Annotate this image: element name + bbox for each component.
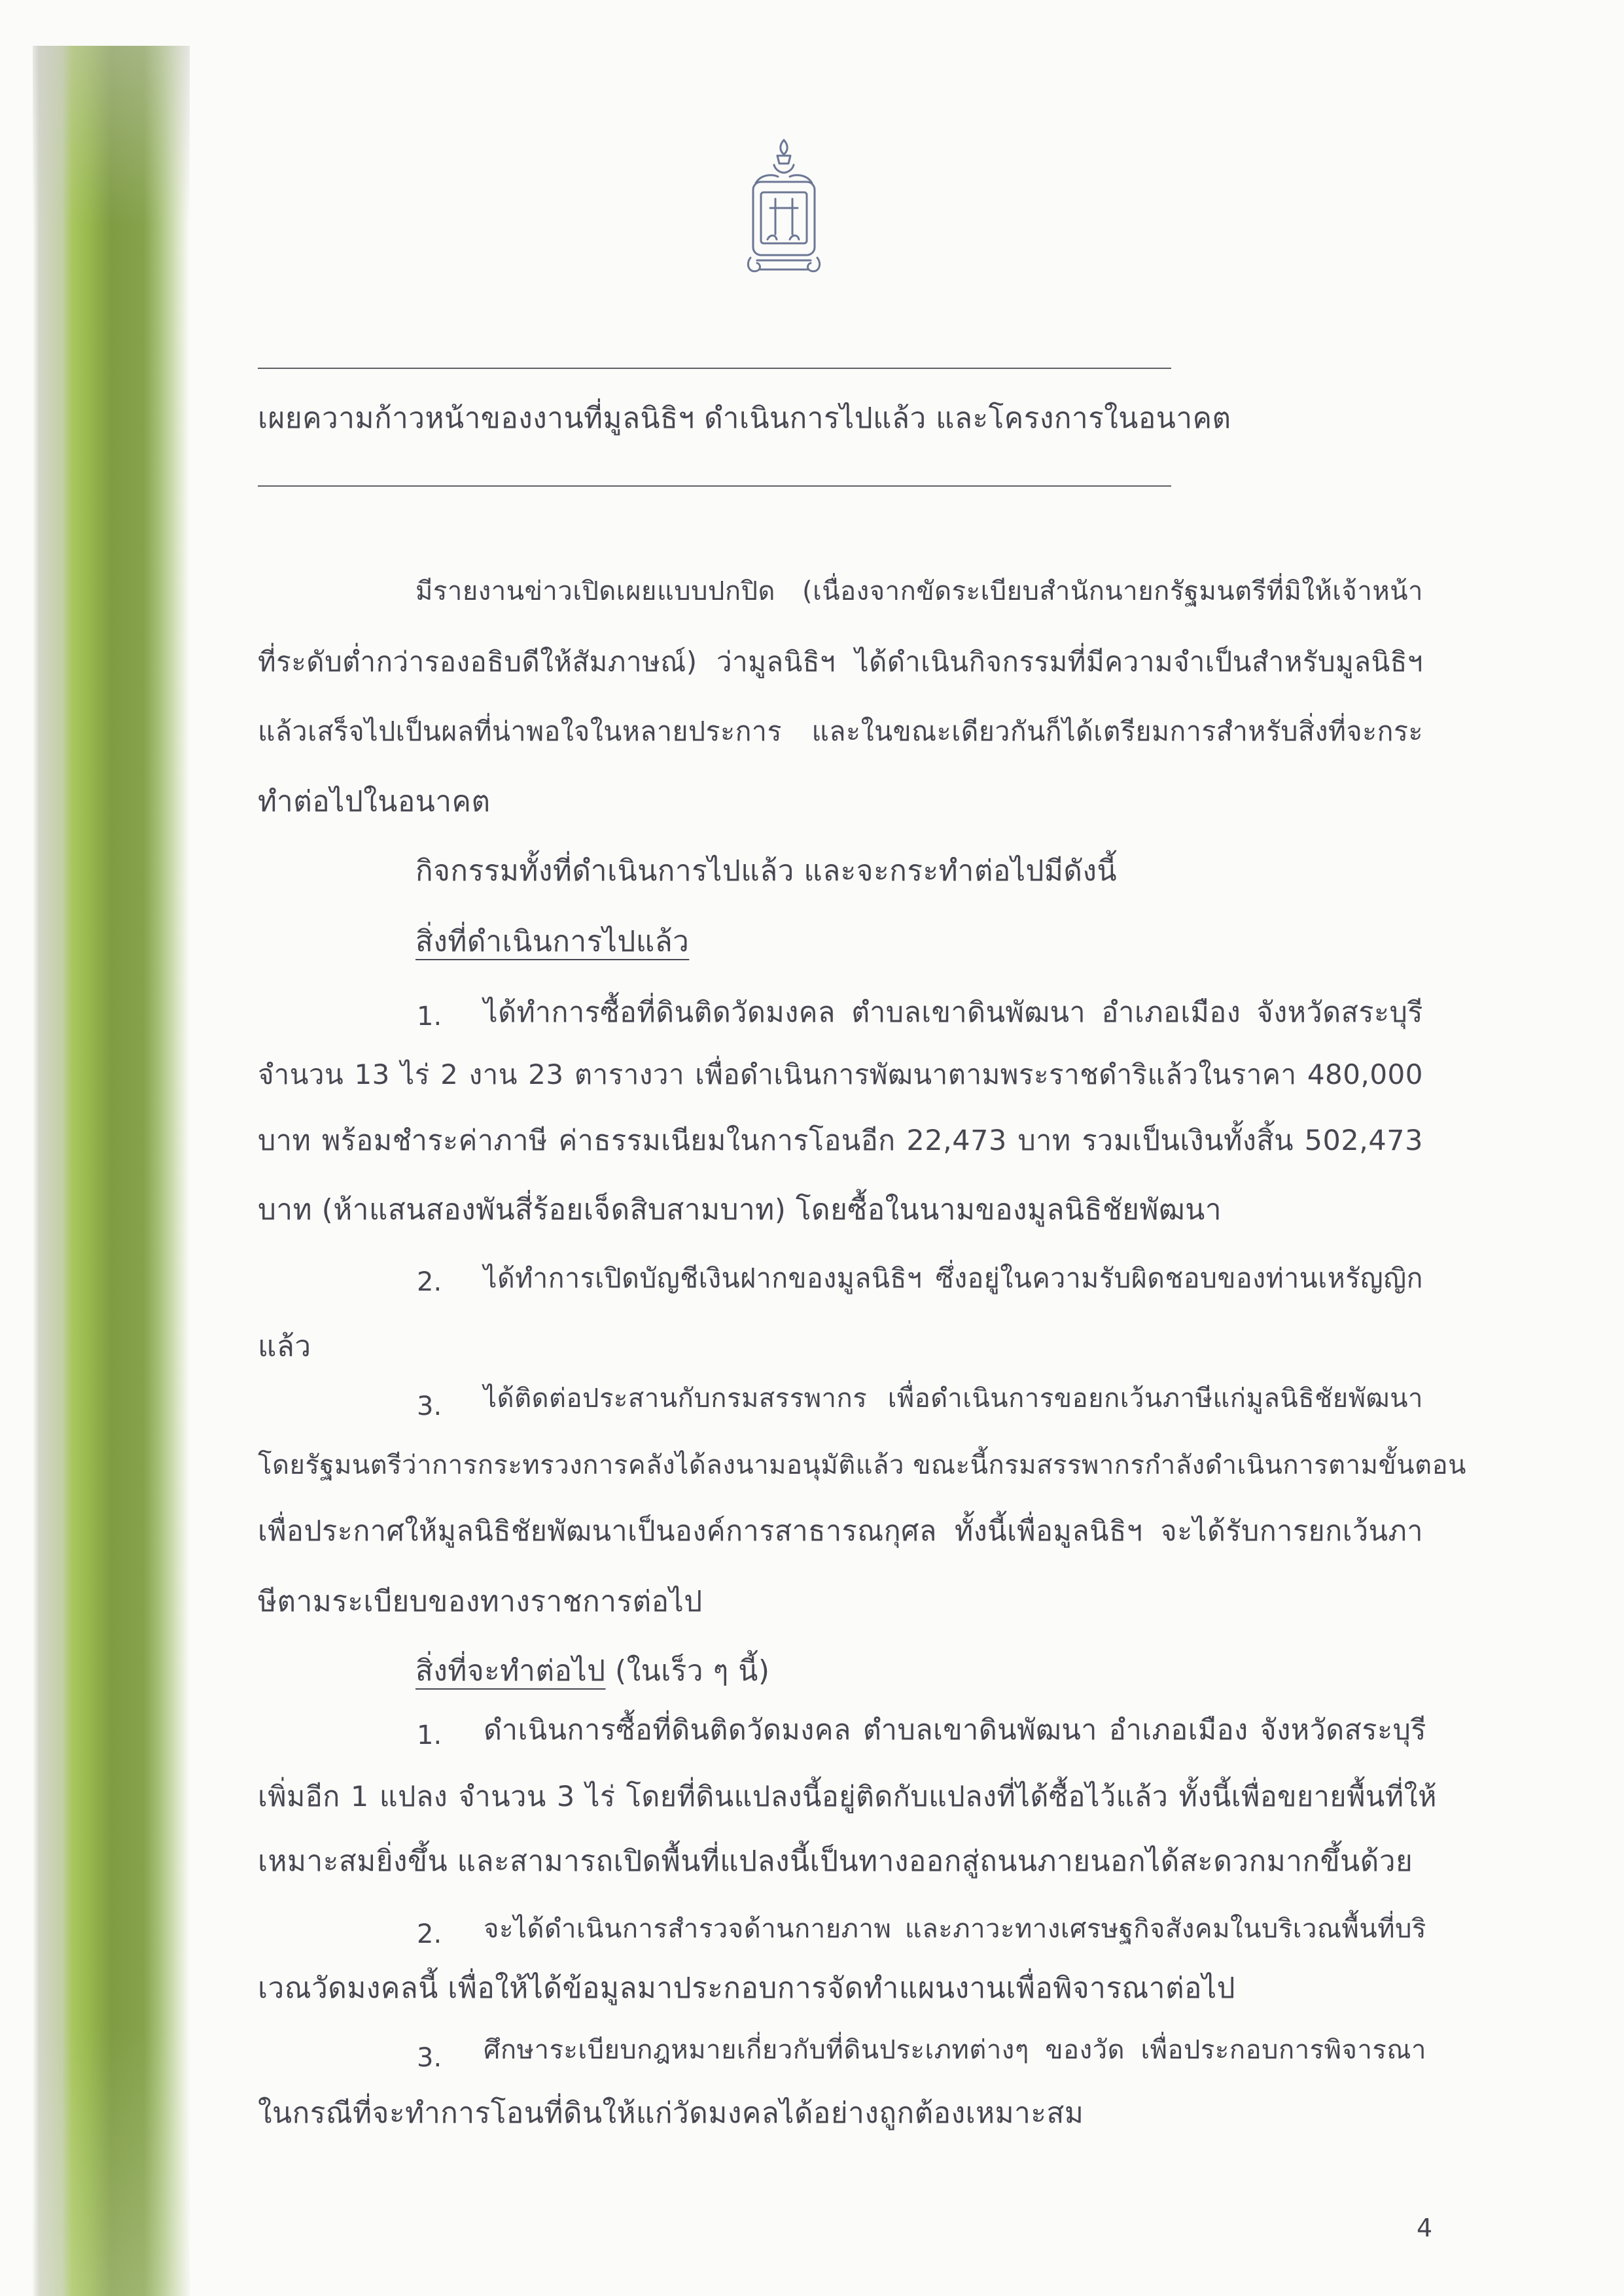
title-top-rule (258, 368, 1171, 369)
completed-heading-text: สิ่งที่ดำเนินการไปแล้ว (415, 925, 690, 958)
list-item-line: แล้ว (258, 1330, 311, 1363)
list-item-line: จะได้ดำเนินการสำรวจด้านกายภาพ และภาวะทางเศรษฐกิจสังคมในบริเวณพื้นที่บริ (484, 1914, 1426, 1944)
list-item-line: ในกรณีที่จะทำการโอนที่ดินให้แก่วัดมงคลได้อย่างถูกต้องเหมาะสม (258, 2096, 1084, 2130)
upcoming-heading-text: สิ่งที่จะทำต่อไป (415, 1654, 606, 1688)
list-item-number: 1. (417, 1720, 442, 1750)
upcoming-heading (415, 1653, 1423, 1690)
list-item-line: ศึกษาระเบียบกฎหมายเกี่ยวกับที่ดินประเภทต่างๆ ของวัด เพื่อประกอบการพิจารณา (484, 2035, 1426, 2065)
list-item-number: 2. (417, 1919, 442, 1949)
list-item-line: บาท (ห้าแสนสองพันสี่ร้อยเจ็ดสิบสามบาท) โดยซื้อในนามของมูลนิธิชัยพัฒนา (258, 1193, 1222, 1226)
upcoming-heading-note: (ในเร็ว ๆ นี้) (615, 1654, 770, 1688)
list-item-number: 2. (417, 1267, 442, 1297)
scan-edge-stripe (33, 46, 190, 2296)
list-item-line: จำนวน 13 ไร่ 2 งาน 23 ตารางวา เพื่อดำเนินการพัฒนาตามพระราชดำริแล้วในราคา 480,000 (258, 1058, 1423, 1090)
list-item-number: 1. (417, 1001, 442, 1032)
document-title: เผยความก้าวหน้าของงานที่มูลนิธิฯ ดำเนินการไปแล้ว และโครงการในอนาคต (258, 402, 1231, 435)
completed-heading (415, 924, 1423, 960)
list-item-line: เหมาะสมยิ่งขึ้น และสามารถเปิดพื้นที่แปลงนี้เป็นทางออกสู่ถนนภายนอกได้สะดวกมากขึ้นด้วย (258, 1845, 1413, 1878)
list-item-line: ดำเนินการซื้อที่ดินติดวัดมงคล ตำบลเขาดินพัฒนา อำเภอเมือง จังหวัดสระบุรี (484, 1714, 1426, 1747)
intro-line: ที่ระดับต่ำกว่ารองอธิบดีให้สัมภาษณ์) ว่ามูลนิธิฯ ได้ดำเนินกิจกรรมที่มีความจำเป็นสำหรับมูลนิธิฯ (258, 646, 1423, 678)
list-item-number: 3. (417, 2043, 442, 2073)
activities-intro: กิจกรรมทั้งที่ดำเนินการไปแล้ว และจะกระทำต่อไปมีดังนี้ (415, 854, 1118, 888)
intro-line: มีรายงานข่าวเปิดเผยแบบปกปิด (เนื่องจากขัดระเบียบสำนักนายกรัฐมนตรีที่มิให้เจ้าหน้า (415, 576, 1423, 606)
list-item-line: เพื่อประกาศให้มูลนิธิชัยพัฒนาเป็นองค์การสาธารณกุศล ทั้งนี้เพื่อมูลนิธิฯ จะได้รับการยกเว้นภา (258, 1515, 1423, 1548)
intro-line: ทำต่อไปในอนาคต (258, 785, 491, 818)
list-item-line: บาท พร้อมชำระค่าภาษี ค่าธรรมเนียมในการโอนอีก 22,473 บาท รวมเป็นเงินทั้งสิ้น 502,473 (258, 1124, 1423, 1157)
page-number: 4 (1417, 2214, 1433, 2242)
list-item-line: โดยรัฐมนตรีว่าการกระทรวงการคลังได้ลงนามอนุมัติแล้ว ขณะนี้กรมสรรพากรกำลังดำเนินการตามขั้นตอน (258, 1450, 1466, 1480)
list-item-line: เวณวัดมงคลนี้ เพื่อให้ได้ข้อมูลมาประกอบการจัดทำแผนงานเพื่อพิจารณาต่อไป (258, 1972, 1236, 2005)
list-item-line: ได้ติดต่อประสานกับกรมสรรพากร เพื่อดำเนินการขอยกเว้นภาษีแก่มูลนิธิชัยพัฒนา (484, 1383, 1423, 1414)
list-item-line: ษีตามระเบียบของทางราชการต่อไป (258, 1585, 703, 1618)
foundation-emblem-icon (741, 136, 826, 280)
list-item-line: ได้ทำการเปิดบัญชีเงินฝากของมูลนิธิฯ ซึ่งอยู่ในความรับผิดชอบของท่านเหรัญญิก (484, 1262, 1423, 1294)
title-bottom-rule (258, 485, 1171, 487)
list-item-number: 3. (417, 1391, 442, 1421)
intro-line: แล้วเสร็จไปเป็นผลที่น่าพอใจในหลายประการ และในขณะเดียวกันก็ได้เตรียมการสำหรับสิ่งที่จะกระ (258, 716, 1423, 747)
list-item-line: ได้ทำการซื้อที่ดินติดวัดมงคล ตำบลเขาดินพัฒนา อำเภอเมือง จังหวัดสระบุรี (484, 996, 1423, 1029)
list-item-line: เพิ่มอีก 1 แปลง จำนวน 3 ไร่ โดยที่ดินแปลงนี้อยู่ติดกับแปลงที่ได้ซื้อไว้แล้ว ทั้งนี้เพื่อขยายพื้นที่ให้ (258, 1781, 1437, 1813)
